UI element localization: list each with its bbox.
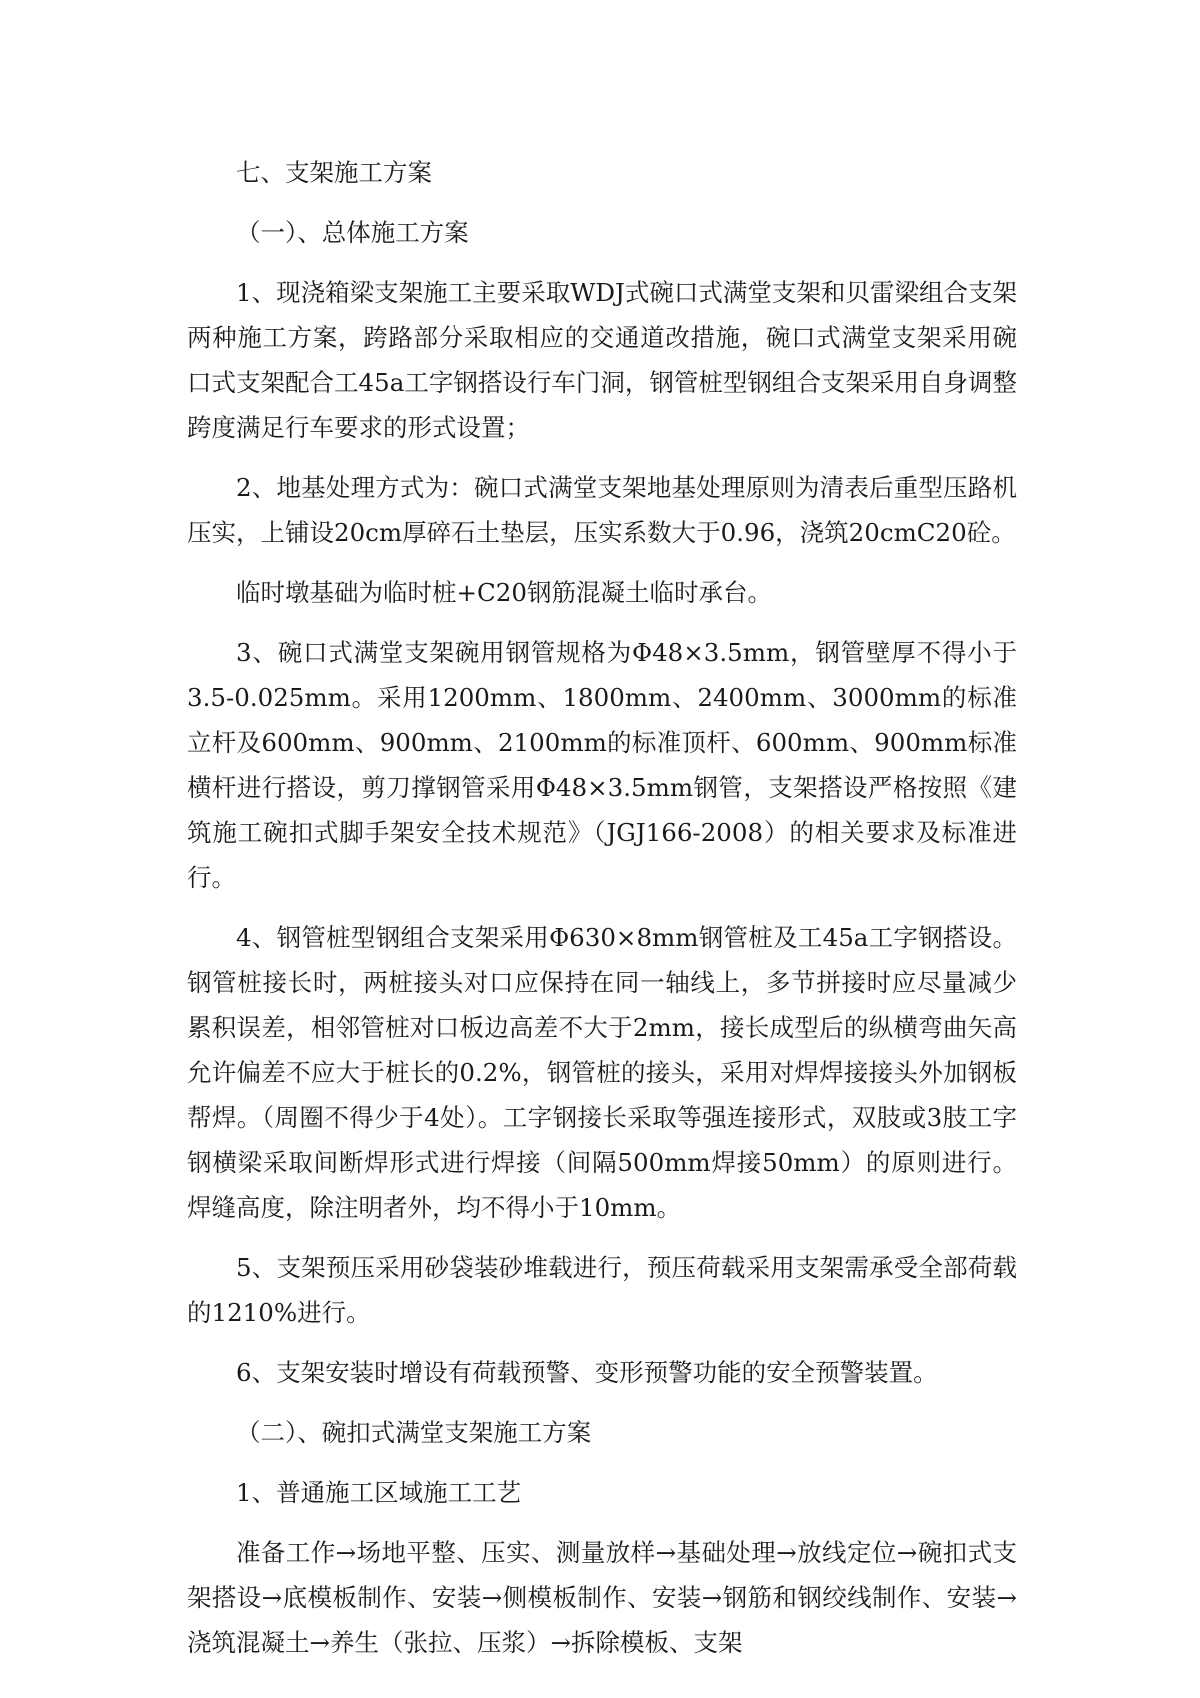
subsection-heading-process: 1、普通施工区域施工工艺 (236, 1478, 522, 1507)
document-body (187, 150, 1017, 1665)
paragraph-3: 3、碗口式满堂支架碗用钢管规格为Φ48×3.5mm，钢管壁厚不得小于3.5-0.025mm。采用1200mm、1800mm、2400mm、3000mm的标准立杆及600mm、900mm、2100mm的标准顶杆、600mm、900mm标准横杆进行搭设，剪刀撑钢管采用Φ48×3.5mm钢管，支架搭设严格按照《建筑施工碗扣式脚手架安全技术规范》（JGJ166-2008）的相关要求及标准进行。 (187, 638, 1017, 892)
section-heading-bowl-buckle: （二）、碗扣式满堂支架施工方案 (236, 1418, 592, 1447)
paragraph-4: 4、钢管桩型钢组合支架采用Φ630×8mm钢管桩及工45a工字钢搭设。钢管桩接长时，两桩接头对口应保持在同一轴线上，多节拼接时应尽量减少累积误差，相邻管桩对口板边高差不大于2mm，接长成型后的纵横弯曲矢高允许偏差不应大于桩长的0.2%，钢管桩的接头，采用对焊焊接接头外加钢板帮焊。（周圈不得少于4处）。工字钢接长采取等强连接形式，双肢或3肢工字钢横梁采取间断焊形式进行焊接（间隔500mm焊接50mm）的原则进行。焊缝高度，除注明者外，均不得小于10mm。 (187, 923, 1017, 1222)
section-heading-overall: （一）、总体施工方案 (236, 218, 469, 247)
process-flow-text: 准备工作→场地平整、压实、测量放样→基础处理→放线定位→碗扣式支架搭设→底模板制作、安装→侧模板制作、安装→钢筋和钢绞线制作、安装→浇筑混凝土→养生（张拉、压浆）→拆除模板、支架 (187, 1538, 1017, 1657)
paragraph-2: 2、地基处理方式为：碗口式满堂支架地基处理原则为清表后重型压路机压实，上铺设20cm厚碎石土垫层，压实系数大于0.96，浇筑20cmC20砼。 (187, 473, 1017, 547)
paragraph-1: 1、现浇箱梁支架施工主要采取WDJ式碗口式满堂支架和贝雷梁组合支架两种施工方案，跨路部分采取相应的交通道改措施，碗口式满堂支架采用碗口式支架配合工45a工字钢搭设行车门洞，钢管桩型钢组合支架采用自身调整跨度满足行车要求的形式设置； (187, 278, 1017, 442)
paragraph-2b: 临时墩基础为临时桩+C20钢筋混凝土临时承台。 (236, 578, 772, 607)
paragraph-5: 5、支架预压采用砂袋装砂堆载进行，预压荷载采用支架需承受全部荷载的1210%进行。 (187, 1253, 1017, 1327)
chapter-title: 七、支架施工方案 (236, 158, 432, 187)
paragraph-6: 6、支架安装时增设有荷载预警、变形预警功能的安全预警装置。 (236, 1358, 938, 1387)
